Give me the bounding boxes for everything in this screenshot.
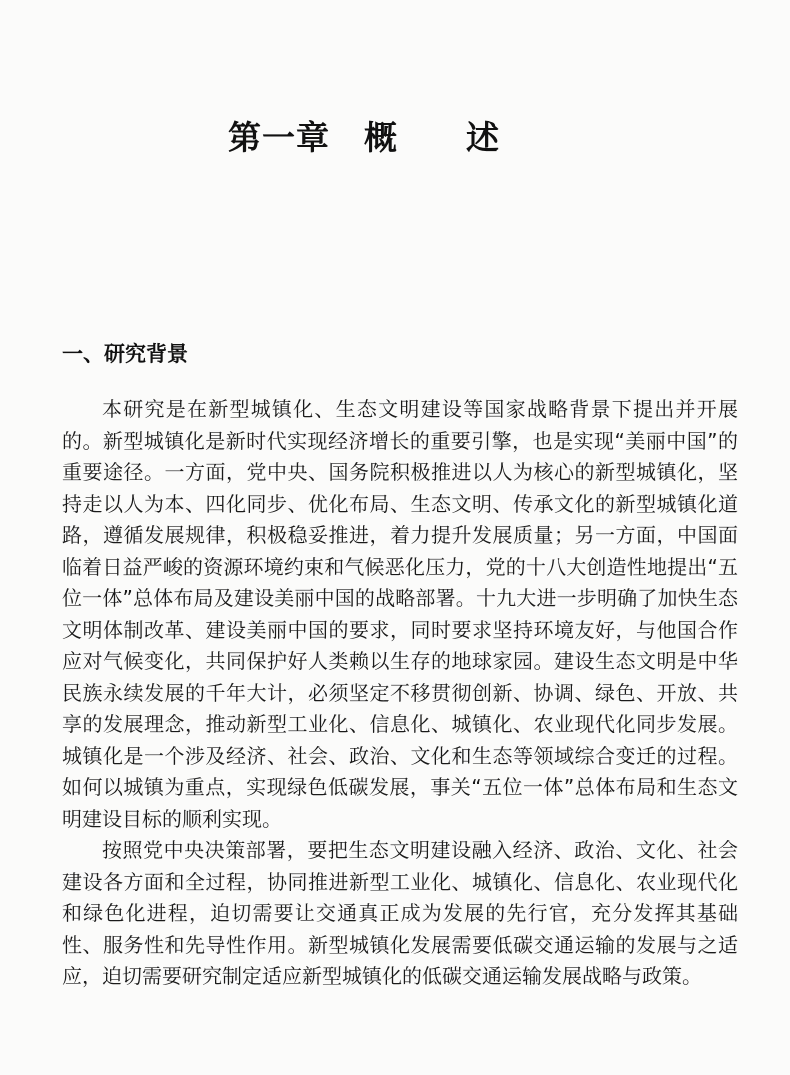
paragraph-2: 按照党中央决策部署，要把生态文明建设融入经济、政治、文化、社会建设各方面和全过程，协同推进新型工业化、城镇化、信息化、农业现代化和绿色化进程，迫切需要让交通真正成为发展的先行官，充分发挥其基础性、服务性和先导性作用。新型城镇化发展需要低碳交通运输的发展与之适应，迫切需要研究制定适应新型城镇化的低碳交通运输发展战略与政策。	[62, 838, 738, 988]
section-heading: 一、研究背景	[62, 342, 188, 366]
chapter-title: 第一章 概 述	[228, 118, 500, 157]
paragraph-1: 本研究是在新型城镇化、生态文明建设等国家战略背景下提出并开展的。新型城镇化是新时代实现经济增长的重要引擎，也是实现“美丽中国”的重要途径。一方面，党中央、国务院积极推进以人为核心的新型城镇化，坚持走以人为本、四化同步、优化布局、生态文明、传承文化的新型城镇化道路，遵循发展规律，积极稳妥推进，着力提升发展质量；另一方面，中国面临着日益严峻的资源环境约束和气候恶化压力，党的十八大创造性地提出“五位一体”总体布局及建设美丽中国的战略部署。十九大进一步明确了加快生态文明体制改革、建设美丽中国的要求，同时要求坚持环境友好，与他国合作应对气候变化，共同保护好人类赖以生存的地球家园。建设生态文明是中华民族永续发展的千年大计，必须坚定不移贯彻创新、协调、绿色、开放、共享的发展理念，推动新型工业化、信息化、城镇化、农业现代化同步发展。城镇化是一个涉及经济、社会、政治、文化和生态等领域综合变迁的过程。如何以城镇为重点，实现绿色低碳发展，事关“五位一体”总体布局和生态文明建设目标的顺利实现。	[62, 397, 738, 831]
body-text	[62, 394, 738, 993]
